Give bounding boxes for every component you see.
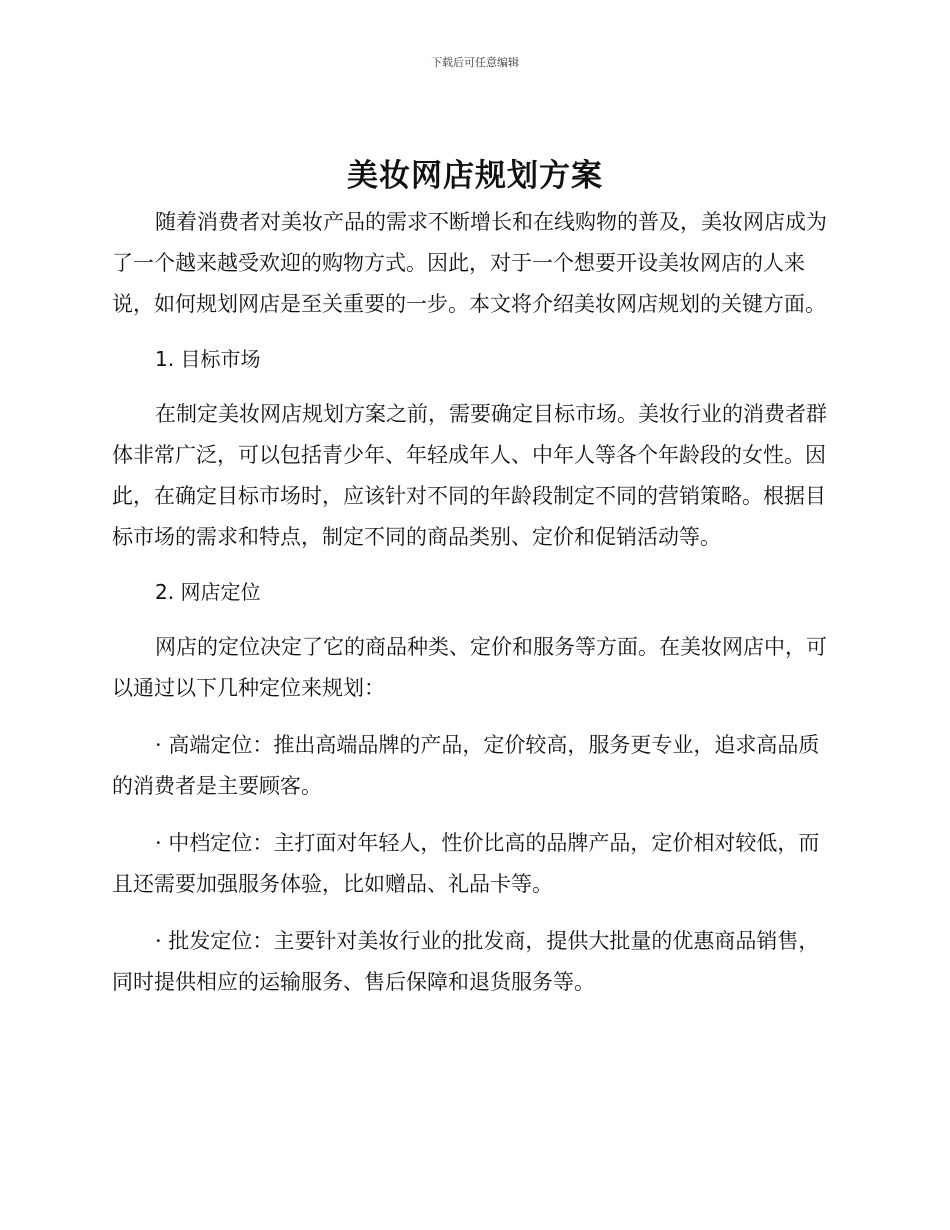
- bullet-item-wholesale: · 批发定位：主要针对美妆行业的批发商，提供大批量的优惠商品销售，同时提供相应的运输服务、售后保障和退货服务等。: [112, 929, 820, 994]
- document-title: 美妆网店规划方案: [347, 158, 603, 194]
- section-heading-target-market: 1. 目标市场: [155, 347, 261, 371]
- bullet-item-mid-range: · 中档定位：主打面对年轻人，性价比高的品牌产品，定价相对较低，而且还需要加强服务体验，比如赠品、礼品卡等。: [112, 831, 820, 896]
- section-heading-positioning: 2. 网店定位: [155, 580, 261, 604]
- section-paragraph: 网店的定位决定了它的商品种类、定价和服务等方面。在美妆网店中，可以通过以下几种定位来规划：: [112, 635, 827, 700]
- header-note: 下载后可任意编辑: [431, 56, 519, 69]
- document-body: [112, 202, 834, 1003]
- intro-paragraph: 随着消费者对美妆产品的需求不断增长和在线购物的普及，美妆网店成为了一个越来越受欢迎的购物方式。因此，对于一个想要开设美妆网店的人来说，如何规划网店是至关重要的一步。本文将介绍美妆网店规划的关键方面。: [112, 210, 827, 316]
- bullet-item-high-end: · 高端定位：推出高端品牌的产品，定价较高，服务更专业，追求高品质的消费者是主要顾客。: [112, 733, 820, 798]
- section-paragraph: 在制定美妆网店规划方案之前，需要确定目标市场。美妆行业的消费者群体非常广泛，可以包括青少年、年轻成年人、中年人等各个年龄段的女性。因此，在确定目标市场时，应该针对不同的年龄段制定不同的营销策略。根据目标市场的需求和特点，制定不同的商品类别、定价和促销活动等。: [112, 402, 827, 549]
